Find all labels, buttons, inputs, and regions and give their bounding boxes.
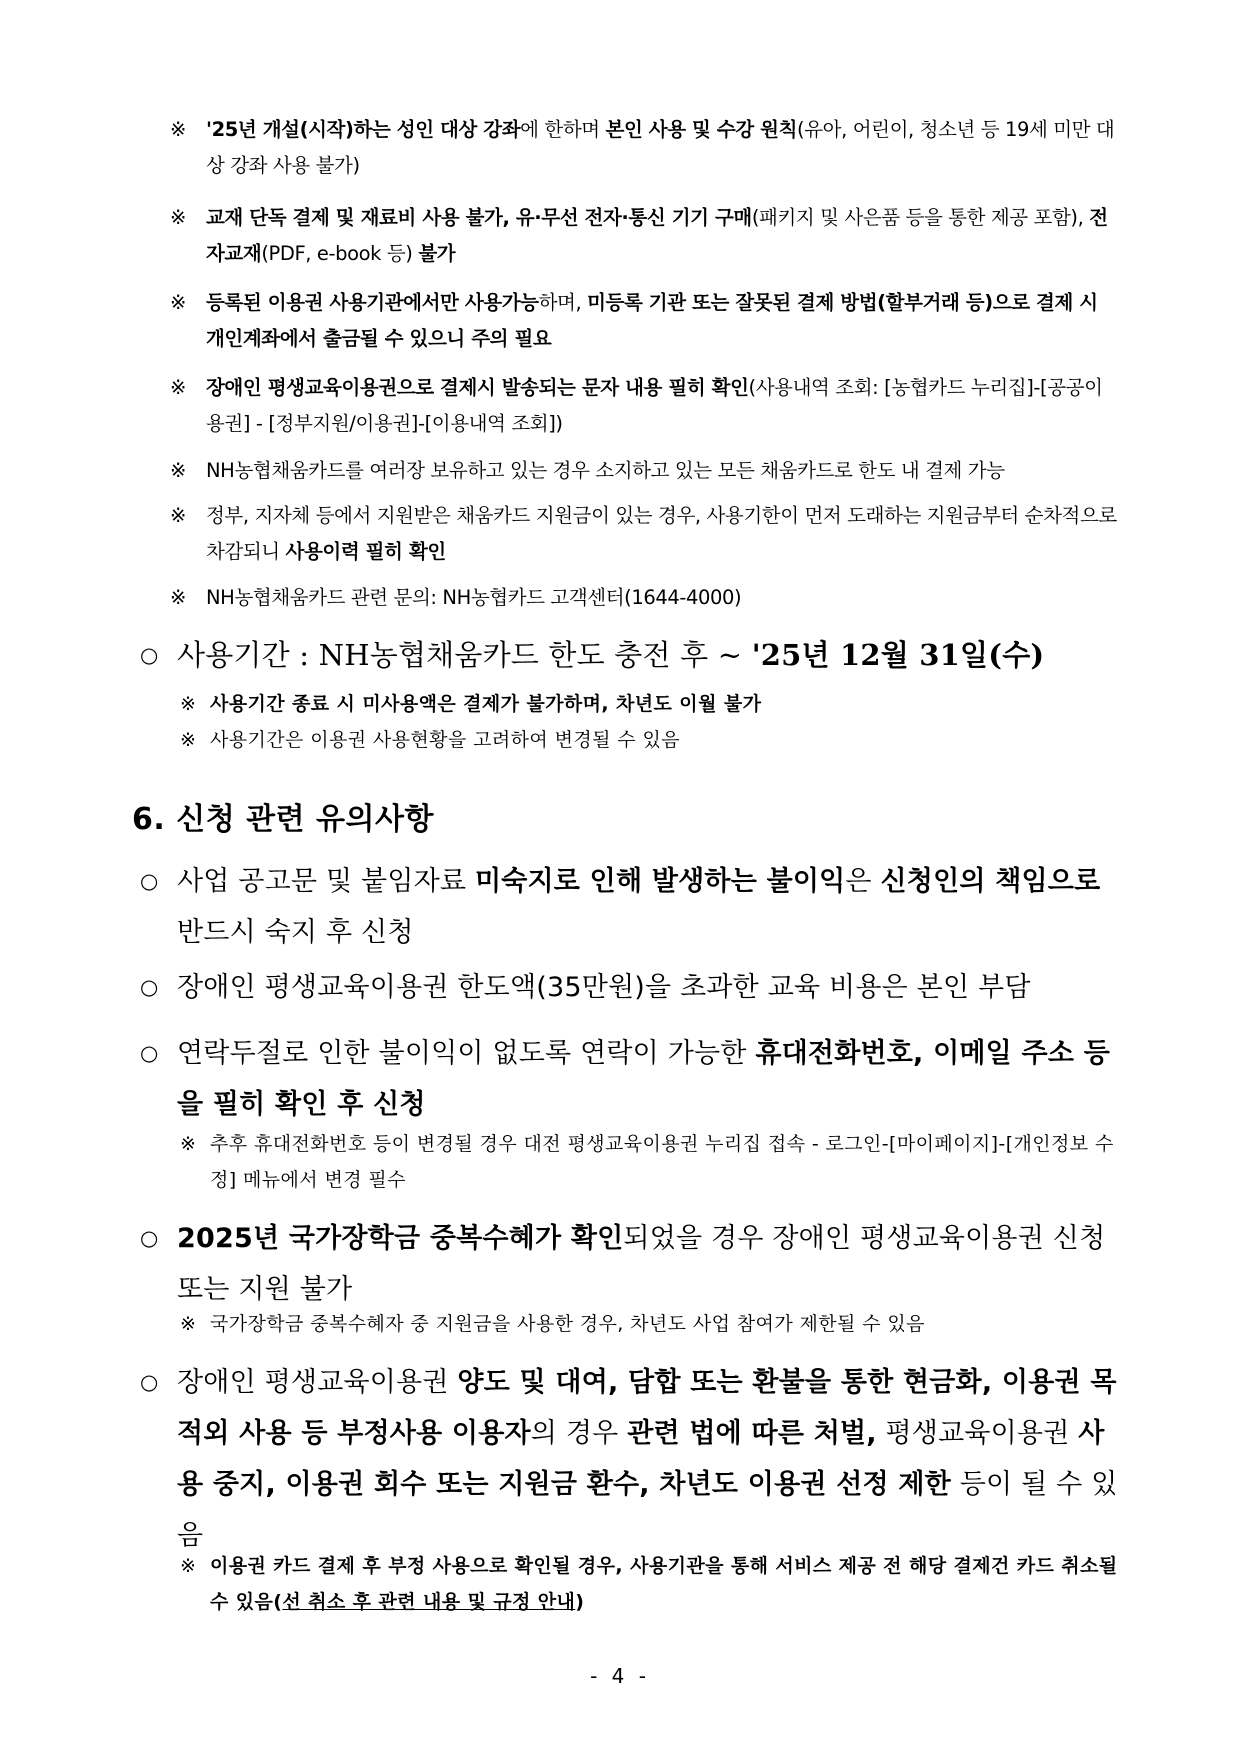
reference-mark: ※	[180, 1313, 197, 1335]
item-contact-info: ○ 연락두절로 인한 불이익이 없도록 연락이 가능한 휴대전화번호, 이메일 주소 등을 필히 확인 후 신청	[140, 1028, 1125, 1130]
note-registered-institutions: ※ 등록된 이용권 사용기관에서만 사용가능하며, 미등록 기관 또는 잘못된 결제 방법(할부거래 등)으로 결제 시 개인계좌에서 출금될 수 있으니 주의 필요	[170, 285, 1120, 357]
bullet-circle: ○	[140, 643, 159, 667]
bullet-circle: ○	[140, 1041, 159, 1065]
page-number: - 4 -	[590, 1664, 650, 1688]
bullet-circle: ○	[140, 975, 159, 999]
reference-mark: ※	[170, 586, 186, 609]
reference-mark: ※	[180, 1555, 197, 1577]
item-limit-excess: ○ 장애인 평생교육이용권 한도액(35만원)을 초과한 교육 비용은 본인 부담	[140, 962, 1125, 1013]
note-deduction-order: ※ 정부, 지자체 등에서 지원받은 채움카드 지원금이 있는 경우, 사용기한이 먼저 도래하는 지원금부터 순차적으로 차감되니 사용이력 필히 확인	[170, 498, 1120, 570]
reference-mark: ※	[180, 729, 197, 751]
bullet-circle: ○	[140, 1370, 159, 1394]
item-misuse-note: ※ 이용권 카드 결제 후 부정 사용으로 확인될 경우, 사용기관을 통해 서비스 제공 전 해당 결제건 카드 취소될 수 있음(선 취소 후 관련 내용 및 규정 안내)	[180, 1548, 1120, 1620]
item-announcement-responsibility: ○ 사업 공고문 및 붙임자료 미숙지로 인해 발생하는 불이익은 신청인의 책임으로 반드시 숙지 후 신청	[140, 856, 1125, 958]
usage-period-note-2: ※ 사용기간은 이용권 사용현황을 고려하여 변경될 수 있음	[180, 722, 1120, 758]
usage-period: ○ 사용기간 : NH농협채움카드 한도 충전 후 ~ '25년 12월 31일(수)	[140, 630, 1125, 681]
item-scholarship-note: ※ 국가장학금 중복수혜자 중 지원금을 사용한 경우, 차년도 사업 참여가 제한될 수 있음	[180, 1306, 1120, 1342]
item-contact-info-note: ※ 추후 휴대전화번호 등이 변경될 경우 대전 평생교육이용권 누리집 접속 - 로그인-[마이페이지]-[개인정보 수정] 메뉴에서 변경 필수	[180, 1126, 1120, 1198]
note-multiple-cards: ※ NH농협채움카드를 여러장 보유하고 있는 경우 소지하고 있는 모든 채움카드로 한도 내 결제 가능	[170, 453, 1120, 489]
reference-mark: ※	[170, 504, 186, 527]
note-sms-check: ※ 장애인 평생교육이용권으로 결제시 발송되는 문자 내용 필히 확인(사용내역 조회: [농협카드 누리집]-[공공이용권] - [정부지원/이용권]-[이용내역 조회])	[170, 370, 1120, 442]
usage-period-note-1: ※ 사용기간 종료 시 미사용액은 결제가 불가하며, 차년도 이월 불가	[180, 686, 1120, 722]
bullet-circle: ○	[140, 869, 159, 893]
section-heading: 6. 신청 관련 유의사항	[132, 802, 434, 837]
note-materials: ※ 교재 단독 결제 및 재료비 사용 불가, 유·무선 전자·통신 기기 구매(패키지 및 사은품 등을 통한 제공 포함), 전자교재(PDF, e-book 등) 불가	[170, 200, 1120, 272]
reference-mark: ※	[170, 291, 186, 314]
item-scholarship-duplicate: ○ 2025년 국가장학금 중복수혜가 확인되었을 경우 장애인 평생교육이용권 신청 또는 지원 불가	[140, 1213, 1125, 1315]
reference-mark: ※	[180, 693, 197, 715]
note-card-inquiry: ※ NH농협채움카드 관련 문의: NH농협카드 고객센터(1644-4000)	[170, 580, 1120, 616]
reference-mark: ※	[170, 376, 186, 399]
reference-mark: ※	[170, 118, 186, 141]
bullet-circle: ○	[140, 1226, 159, 1250]
item-misuse-penalty: ○ 장애인 평생교육이용권 양도 및 대여, 담합 또는 환불을 통한 현금화, 이용권 목적외 사용 등 부정사용 이용자의 경우 관련 법에 따른 처벌, 평생교육이용권 사용 중지, 이용권 회수 또는 지원금 환수, 차년도 이용권 선정 제한 등이 될 수 있음	[140, 1357, 1125, 1561]
reference-mark: ※	[170, 459, 186, 482]
reference-mark: ※	[170, 206, 186, 229]
reference-mark: ※	[180, 1133, 197, 1155]
note-adult-courses: ※ '25년 개설(시작)하는 성인 대상 강좌에 한하며 본인 사용 및 수강 원칙(유아, 어린이, 청소년 등 19세 미만 대상 강좌 사용 불가)	[170, 112, 1120, 184]
